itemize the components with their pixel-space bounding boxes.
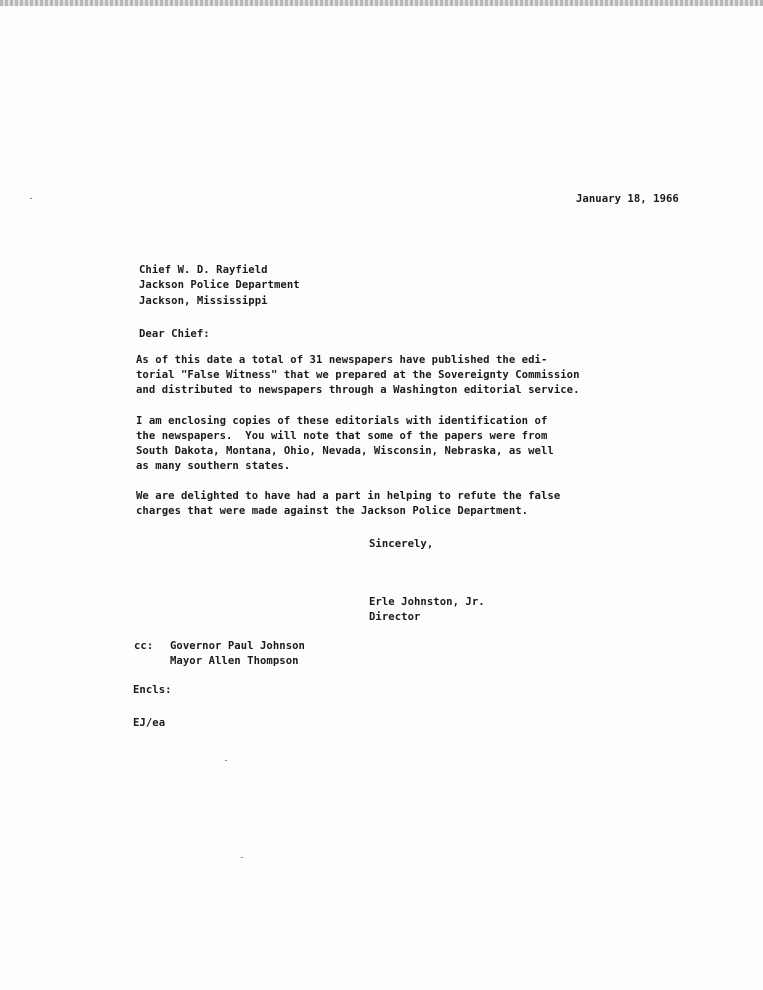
signature-name: Erle Johnston, Jr.	[369, 596, 485, 608]
letter-date: January 18, 1966	[576, 193, 679, 205]
paragraph-1-line: As of this date a total of 31 newspapers have published the edi-	[136, 354, 548, 366]
scan-top-edge	[0, 0, 763, 6]
paragraph-2-line: as many southern states.	[136, 460, 291, 472]
scan-speck	[30, 198, 32, 199]
cc-recipient: Mayor Allen Thompson	[170, 655, 299, 667]
paragraph-1-line: and distributed to newspapers through a Washington editorial service.	[136, 384, 580, 396]
reference-initials: EJ/ea	[133, 717, 166, 729]
paragraph-2-line: South Dakota, Montana, Ohio, Nevada, Wisconsin, Nebraska, as well	[136, 445, 554, 457]
recipient-location: Jackson, Mississippi	[139, 295, 268, 307]
paragraph-2-line: I am enclosing copies of these editorials with identification of	[136, 415, 548, 427]
scan-speck	[241, 857, 243, 858]
scan-speck	[225, 760, 227, 761]
closing: Sincerely,	[369, 538, 434, 550]
cc-label: cc:	[134, 640, 154, 652]
signature-title: Director	[369, 611, 421, 623]
recipient-name: Chief W. D. Rayfield	[139, 264, 268, 276]
enclosure-notation: Encls:	[133, 684, 172, 696]
paragraph-3-line: charges that were made against the Jackson Police Department.	[136, 505, 529, 517]
cc-recipient: Governor Paul Johnson	[170, 640, 305, 652]
recipient-organization: Jackson Police Department	[139, 279, 300, 291]
paragraph-2-line: the newspapers. You will note that some of the papers were from	[136, 430, 548, 442]
salutation: Dear Chief:	[139, 328, 210, 340]
paragraph-1-line: torial "False Witness" that we prepared at the Sovereignty Commission	[136, 369, 580, 381]
paragraph-3-line: We are delighted to have had a part in helping to refute the false	[136, 490, 561, 502]
